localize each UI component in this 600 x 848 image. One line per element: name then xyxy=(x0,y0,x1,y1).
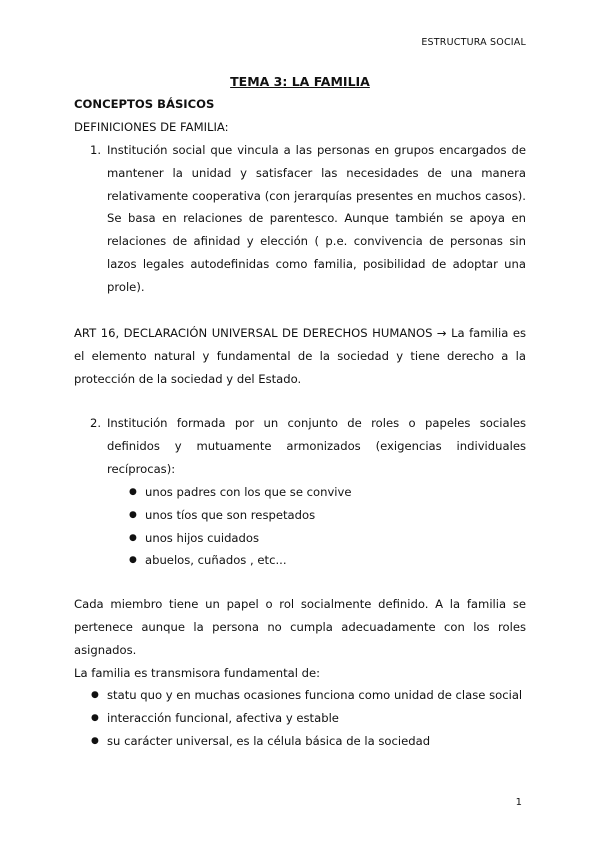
running-header: ESTRUCTURA SOCIAL xyxy=(421,37,526,48)
bullet-icon: ● xyxy=(129,509,137,520)
definition-item xyxy=(90,139,526,299)
bullet-icon: ● xyxy=(91,690,99,700)
definition-list-2 xyxy=(90,412,526,480)
list-item: ● unos padres con los que se convive xyxy=(145,481,525,504)
list-item: ● interacción funcional, afectiva y estable xyxy=(107,707,527,730)
definition-number: 2. xyxy=(90,416,102,430)
definition-list-1 xyxy=(90,139,526,299)
transmitter-intro: La familia es transmisora fundamental de: xyxy=(74,666,321,680)
page-number: 1 xyxy=(515,797,522,808)
definition-text: Institución social que vincula a las personas en grupos encargados de mantener la unidad y satisfacer las necesidades de una manera relativamente cooperativa (con jerarquías presentes en muchos casos). Se basa en relaciones de parentesco. Aunque también se apoya en relaciones de afinidad y elección ( p.e. convivencia de personas sin lazos legales autodefinidas como familia, posibilidad de adoptar una prole). xyxy=(107,143,526,294)
definition-text: Institución formada por un conjunto de roles o papeles sociales definidos y mutuamente armonizados (exigencias individuales recíprocas): xyxy=(107,416,526,476)
roles-list xyxy=(129,481,525,572)
transmitter-list xyxy=(91,684,527,752)
bullet-icon: ● xyxy=(129,487,137,497)
definition-item xyxy=(90,412,526,480)
list-item: ● su carácter universal, es la célula básica de la sociedad xyxy=(107,730,527,753)
bullet-icon: ● xyxy=(91,735,99,746)
list-item: ● unos hijos cuidados xyxy=(145,527,525,550)
bullet-icon: ● xyxy=(91,712,99,723)
page-title: TEMA 3: LA FAMILIA xyxy=(230,74,370,89)
bullet-icon: ● xyxy=(129,532,137,543)
list-item: ● unos tíos que son respetados xyxy=(145,504,525,527)
list-item: ● statu quo y en muchas ocasiones funciona como unidad de clase social xyxy=(107,684,527,707)
section-heading: CONCEPTOS BÁSICOS xyxy=(74,97,215,111)
subheading: DEFINICIONES DE FAMILIA: xyxy=(74,120,229,134)
article-paragraph: ART 16, DECLARACIÓN UNIVERSAL DE DERECHOS HUMANOS → La familia es el elemento natural y fundamental de la sociedad y tiene derecho a la protección de la sociedad y del Estado. xyxy=(74,326,526,386)
definition-number: 1. xyxy=(90,143,102,157)
bullet-icon: ● xyxy=(129,555,137,566)
member-paragraph: Cada miembro tiene un papel o rol socialmente definido. A la familia se pertenece aunque la persona no cumpla adecuadamente con los roles asignados. xyxy=(74,597,526,657)
list-item: ● abuelos, cuñados , etc... xyxy=(145,549,525,572)
